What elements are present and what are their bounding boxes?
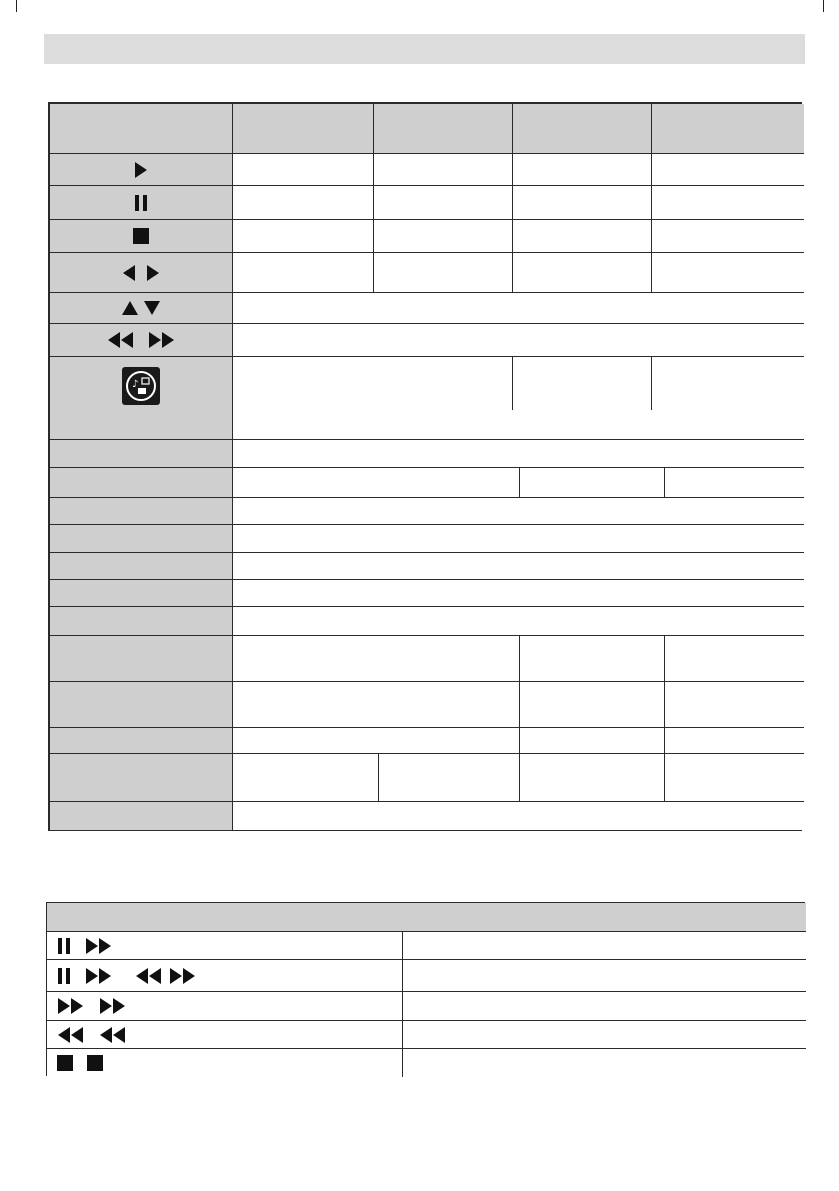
table-cell (520, 728, 665, 754)
header-cell (50, 104, 233, 154)
svg-text:♪: ♪ (132, 378, 139, 390)
table-cell (520, 754, 665, 802)
row-label (50, 802, 233, 830)
table-cell (513, 186, 652, 220)
table-cell (233, 468, 520, 498)
controls-table (48, 102, 802, 412)
table-cell (403, 1049, 806, 1077)
table-cell (374, 186, 513, 220)
left-right-row-label (50, 253, 233, 293)
rewind-icon (135, 968, 163, 984)
table-cell (513, 154, 652, 186)
rewind-fast-forward-icon (107, 332, 175, 348)
table-cell (652, 357, 804, 414)
row-label (50, 580, 233, 607)
table-cell (652, 253, 804, 293)
table-cell (233, 220, 374, 253)
table-cell (520, 636, 665, 682)
table-cell (652, 220, 804, 253)
rewind-icon (57, 1027, 85, 1043)
table-cell (233, 728, 520, 754)
up-down-arrows-icon (121, 300, 161, 316)
table-cell (403, 960, 806, 992)
table-cell (233, 802, 804, 830)
pause-icon (57, 968, 71, 984)
table-cell (233, 553, 804, 580)
table-cell (233, 324, 804, 357)
row-label (50, 525, 233, 553)
play-icon (134, 162, 148, 178)
media-browser-row-label (50, 357, 233, 414)
table-cell (513, 357, 652, 414)
table-cell (652, 186, 804, 220)
table-cell (652, 154, 804, 186)
table-cell (665, 636, 804, 682)
header-cell (47, 903, 806, 932)
row-label (50, 682, 233, 728)
stop-icon (57, 1055, 73, 1071)
table-cell (233, 253, 374, 293)
row-label (50, 728, 233, 754)
fast-forward-icon (85, 968, 113, 984)
pause-icon (57, 938, 71, 954)
speed-row (47, 1021, 403, 1049)
table-cell (233, 682, 520, 728)
table-cell (233, 440, 804, 468)
speed-table (46, 902, 805, 1076)
row-label (50, 636, 233, 682)
row-label (50, 468, 233, 498)
header-cell (374, 104, 513, 154)
table-cell (374, 154, 513, 186)
table-cell (665, 728, 804, 754)
fast-forward-icon (85, 938, 113, 954)
table-cell (665, 468, 804, 498)
section-header-bar (44, 34, 805, 64)
stop-row-label (50, 220, 233, 253)
stop-icon (87, 1055, 103, 1071)
table-cell (403, 992, 806, 1021)
table-cell (233, 154, 374, 186)
table-cell (233, 580, 804, 607)
row-label (50, 410, 233, 440)
speed-row (47, 1049, 403, 1077)
table-cell (403, 1021, 806, 1049)
stop-icon (133, 228, 149, 244)
row-label (50, 607, 233, 636)
speed-row (47, 960, 403, 992)
rewind-ff-row-label (50, 324, 233, 357)
table-cell (233, 636, 520, 682)
speed-row (47, 992, 403, 1021)
table-cell (374, 220, 513, 253)
table-cell (520, 468, 665, 498)
row-label (50, 440, 233, 468)
table-cell (233, 357, 513, 414)
table-cell (233, 186, 374, 220)
table-cell (374, 253, 513, 293)
pause-row-label (50, 186, 233, 220)
media-browser-icon (122, 367, 160, 405)
table-cell (665, 754, 804, 802)
pause-icon (134, 195, 148, 211)
table-cell (665, 682, 804, 728)
header-cell (233, 104, 374, 154)
table-cell (513, 253, 652, 293)
table-cell (379, 754, 520, 802)
play-row-label (50, 154, 233, 186)
up-down-row-label (50, 293, 233, 324)
row-label (50, 553, 233, 580)
rewind-icon (99, 1027, 127, 1043)
table-cell (233, 754, 379, 802)
speed-row (47, 932, 403, 960)
row-label (50, 498, 233, 525)
fast-forward-icon (57, 998, 85, 1014)
left-right-arrows-icon (122, 265, 160, 281)
fast-forward-icon (169, 968, 197, 984)
header-cell (652, 104, 804, 154)
table-cell (520, 682, 665, 728)
table-cell (233, 498, 804, 525)
table-cell (233, 607, 804, 636)
fast-forward-icon (99, 998, 127, 1014)
crop-mark-right (823, 0, 834, 12)
table-cell (513, 220, 652, 253)
crop-mark-left (10, 0, 17, 12)
header-cell (513, 104, 652, 154)
table-cell (233, 410, 804, 440)
table-cell (403, 932, 806, 960)
table-cell (233, 525, 804, 553)
settings-table (48, 410, 802, 831)
row-label (50, 754, 233, 802)
table-cell (233, 293, 804, 324)
